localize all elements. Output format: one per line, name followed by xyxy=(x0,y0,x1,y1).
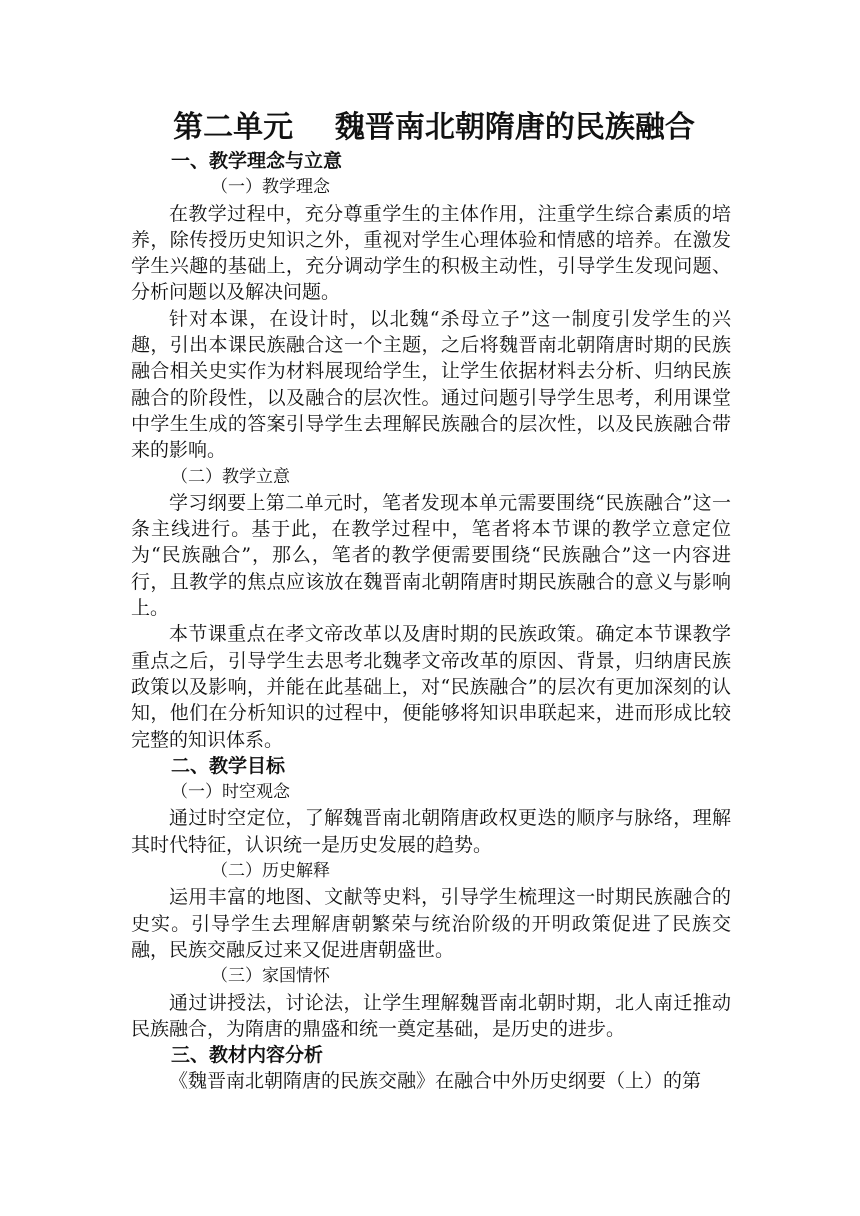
paragraph: 在教学过程中，充分尊重学生的主体作用，注重学生综合素质的培养，除传授历史知识之外，重视对学生心理体验和情感的培养。在激发学生兴趣的基础上，充分调动学生的积极主动性，引导学生发现问题、分析问题以及解决问题。 xyxy=(131,202,731,304)
subsection-heading-space-time: （一）时空观念 xyxy=(171,782,290,803)
subsection-heading-teaching-intent: （二）教学立意 xyxy=(171,466,290,487)
document-page xyxy=(131,108,731,1095)
paragraph: 通过讲授法，讨论法，让学生理解魏晋南北朝时期，北人南迁推动民族融合，为隋唐的鼎盛和统一奠定基础，是历史的进步。 xyxy=(131,991,731,1040)
section-heading-1: 一、教学理念与立意 xyxy=(171,150,343,172)
document-title: 第二单元 魏晋南北朝隋唐的民族融合 xyxy=(173,110,695,145)
paragraph: 针对本课，在设计时，以北魏“杀母立子”这一制度引发学生的兴趣，引出本课民族融合这一个主题，之后将魏晋南北朝隋唐时期的民族融合相关史实作为材料展现给学生，让学生依据材料去分析、归纳民族融合的阶段性，以及融合的层次性。通过问题引导学生思考，利用课堂中学生生成的答案引导学生去理解民族融合的层次性，以及民族融合带来的影响。 xyxy=(131,307,731,462)
subsection-heading-patriotism: （三）家国情怀 xyxy=(211,966,330,987)
subsection-heading-historical-interpretation: （二）历史解释 xyxy=(211,861,330,882)
paragraph: 通过时空定位，了解魏晋南北朝隋唐政权更迭的顺序与脉络，理解其时代特征，认识统一是历史发展的趋势。 xyxy=(131,807,731,856)
paragraph: 本节课重点在孝文帝改革以及唐时期的民族政策。确定本节课教学重点之后，引导学生去思考北魏孝文帝改革的原因、背景，归纳唐民族政策以及影响，并能在此基础上，对“民族融合”的层次有更加深刻的认知，他们在分析知识的过程中，便能够将知识串联起来，进而形成比较完整的知识体系。 xyxy=(131,623,731,751)
section-heading-3: 三、教材内容分析 xyxy=(171,1044,324,1067)
subsection-heading-teaching-philosophy: （一）教学理念 xyxy=(211,177,330,198)
paragraph: 《魏晋南北朝隋唐的民族交融》在融合中外历史纲要（上）的第 xyxy=(169,1070,702,1093)
section-heading-2: 二、教学目标 xyxy=(171,754,286,777)
paragraph: 运用丰富的地图、文献等史料，引导学生梳理这一时期民族融合的史实。引导学生去理解唐朝繁荣与统治阶级的开明政策促进了民族交融，民族交融反过来又促进唐朝盛世。 xyxy=(131,886,731,961)
paragraph: 学习纲要上第二单元时，笔者发现本单元需要围绕“民族融合”这一条主线进行。基于此，在教学过程中，笔者将本节课的教学立意定位为“民族融合”，那么，笔者的教学便需要围绕“民族融合”这一内容进行，且教学的焦点应该放在魏晋南北朝隋唐时期民族融合的意义与影响上。 xyxy=(131,491,731,620)
